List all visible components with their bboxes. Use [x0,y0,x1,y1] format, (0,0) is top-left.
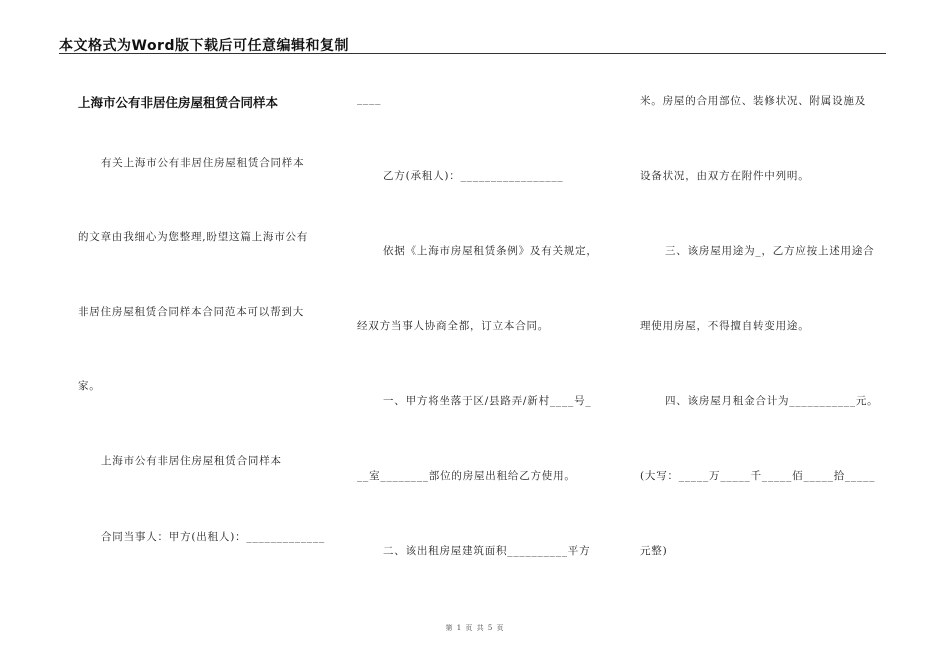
page-footer: 第 1 页 共 5 页 [445,624,505,632]
paragraph-line: (大写：_____万_____千_____佰_____拾_____ [640,470,876,482]
paragraph-line: 上海市公有非居住房屋租赁合同样本 [101,455,282,467]
paragraph-line: 元整) [640,545,668,557]
paragraph-line: 合同当事人：甲方(出租人)：_____________ [101,531,326,543]
paragraph-line: 经双方当事人协商全都，订立本合同。 [357,320,550,332]
paragraph-line: 家。 [78,380,101,392]
paragraph-line: 有关上海市公有非居住房屋租赁合同样本 [101,157,305,169]
document-banner: 本文格式为Word版下载后可任意编辑和复制 [59,38,349,54]
paragraph-line: ____ [357,93,382,105]
paragraph-line: 乙方(承租人)：_________________ [383,170,564,182]
paragraph-line: 的文章由我细心为您整理,盼望这篇上海市公有 [78,231,309,243]
paragraph-line: 非居住房屋租赁合同样本合同范本可以帮到大 [78,306,304,318]
paragraph-line: __室________部位的房屋出租给乙方使用。 [357,470,576,482]
document-title: 上海市公有非居住房屋租赁合同样本 [78,95,279,110]
paragraph-line: 三、该房屋用途为_，乙方应按上述用途合 [665,245,875,257]
paragraph-line: 米。房屋的合用部位、装修状况、附属设施及 [640,95,866,107]
paragraph-line: 设备状况，由双方在附件中列明。 [640,170,810,182]
paragraph-line: 一、甲方将坐落于区/县路弄/新村____号_ [383,395,592,407]
paragraph-line: 四、该房屋月租金合计为___________元。 [665,395,879,407]
header-rule [59,53,886,54]
paragraph-line: 理使用房屋，不得擅自转变用途。 [640,320,810,332]
paragraph-line: 依据《上海市房屋租赁条例》及有关规定， [383,245,598,257]
paragraph-line: 二、该出租房屋建筑面积__________平方 [383,545,591,557]
